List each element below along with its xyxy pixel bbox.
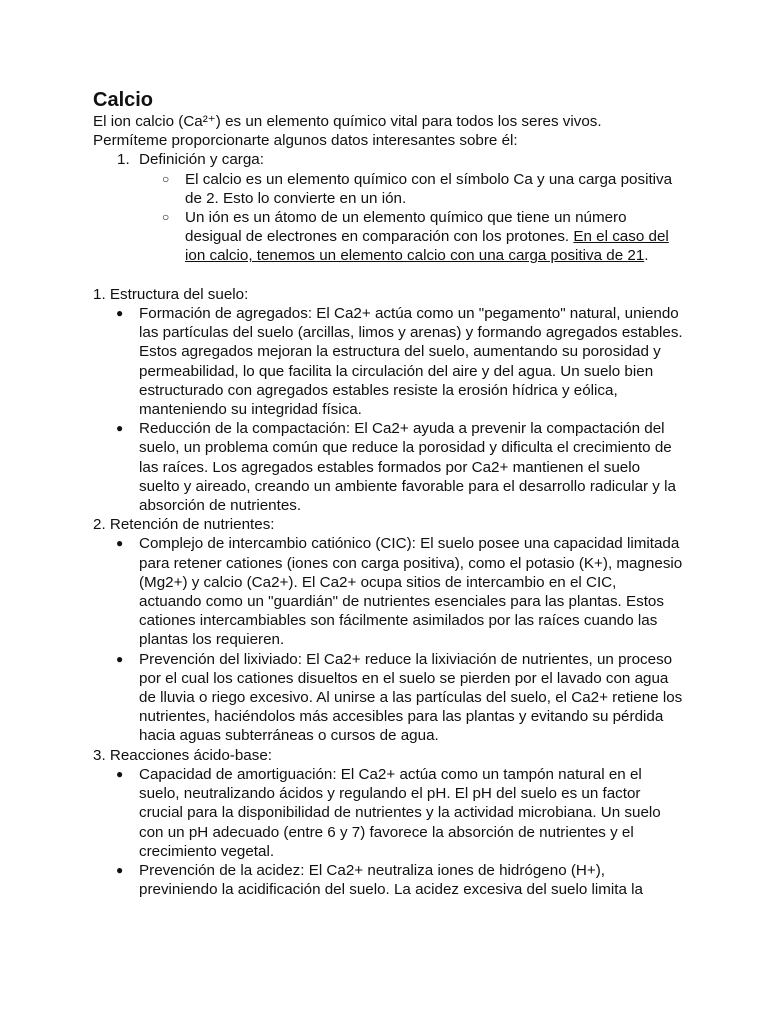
list-item bbox=[93, 419, 683, 515]
definition-label: Definición y carga: bbox=[139, 151, 264, 169]
bullet-text: Complejo de intercambio catiónico (CIC): El suelo posee una capacidad limitada para retener cationes (iones con carga positiva), como el potasio (K+), magnesio (Mg2+) y calcio (Ca2+). El Ca2+ ocupa sitios de intercambio en el CIC, actuando como un "guardián" de nutrientes esenciales para las plantas. Estos cationes intercambiables son fácilmente asimilados por las raíces cuando las plantas los requieren. bbox=[139, 535, 683, 649]
intro-line-1: El ion calcio (Ca²⁺) es un elemento químico vital para todos los seres vivos. bbox=[93, 113, 602, 130]
hollow-circle-bullet-icon: ○ bbox=[162, 171, 170, 186]
hollow-circle-bullet-icon: ○ bbox=[162, 210, 170, 225]
blank-line bbox=[93, 266, 683, 285]
bullet-text: Capacidad de amortiguación: El Ca2+ actúa como un tampón natural en el suelo, neutralizando ácidos y regulando el pH. El pH del suelo es un factor crucial para la disponibilidad de nutrientes y la actividad microbiana. Un suelo con un pH adecuado (entre 6 y 7) favorece la absorción de nutrientes y el crecimiento vegetal. bbox=[139, 765, 661, 860]
section-3-bullets bbox=[93, 765, 683, 899]
list-item bbox=[93, 650, 683, 746]
list-item bbox=[93, 304, 683, 419]
definition-text-1: El calcio es un elemento químico con el símbolo Ca y una carga positiva de 2. Esto lo convierte en un ión. bbox=[185, 170, 673, 207]
definition-number: 1. bbox=[117, 151, 130, 169]
page-title: Calcio bbox=[93, 89, 154, 111]
list-item bbox=[93, 534, 683, 649]
filled-circle-bullet-icon: ● bbox=[116, 536, 124, 551]
list-item bbox=[93, 208, 683, 266]
bullet-text: Reducción de la compactación: El Ca2+ ayuda a prevenir la compactación del suelo, un problema común que reduce la porosidad y dificulta el crecimiento de las raíces. Los agregados estables formados por Ca2+ mantienen el suelo suelto y aireado, creando un ambiente favorable para el desarrollo radicular y la absorción de nutrientes. bbox=[139, 420, 676, 515]
filled-circle-bullet-icon: ● bbox=[116, 862, 124, 877]
section-2-bullets bbox=[93, 534, 683, 745]
definition-text-2: Un ión es un átomo de un elemento químico que tiene un número desigual de electrones en comparación con los protones. bbox=[185, 209, 627, 246]
filled-circle-bullet-icon: ● bbox=[116, 306, 124, 321]
section-heading-soil-structure: 1. Estructura del suelo: bbox=[93, 285, 249, 303]
bullet-text: Prevención de la acidez: El Ca2+ neutraliza iones de hidrógeno (H+), previniendo la acidificación del suelo. La acidez excesiva del suelo limita la bbox=[139, 861, 644, 899]
filled-circle-bullet-icon: ● bbox=[116, 421, 124, 436]
filled-circle-bullet-icon: ● bbox=[116, 651, 124, 666]
list-item bbox=[93, 765, 683, 861]
section-heading-nutrient-retention: 2. Retención de nutrientes: bbox=[93, 516, 275, 534]
list-item bbox=[93, 170, 683, 208]
definition-item bbox=[93, 150, 683, 169]
intro-line-2: Permíteme proporcionarte algunos datos interesantes sobre él: bbox=[93, 132, 518, 150]
definition-tail: . bbox=[644, 247, 649, 265]
bullet-text: Prevención del lixiviado: El Ca2+ reduce la lixiviación de nutrientes, un proceso por el cual los cationes disueltos en el suelo se pierden por el lavado con agua de lluvia o riego excesivo. Al unirse a las partículas del suelo, el Ca2+ retiene los nutrientes, haciéndolos más accesibles para las plantas y evitando su pérdida hacia aguas subterráneas o cursos de agua. bbox=[139, 650, 683, 745]
underlined-text: En el caso del ion calcio, tenemos un elemento calcio con una carga positiva de 21 bbox=[185, 228, 669, 265]
bullet-text: Formación de agregados: El Ca2+ actúa como un "pegamento" natural, uniendo las partículas del suelo (arcillas, limos y arenas) y formando agregados estables. Estos agregados mejoran la estructura del suelo, aumentando su porosidad y permeabilidad, lo que facilita la circulación del aire y del agua. Un suelo bien estructurado con agregados estables resiste la erosión hídrica y eólica, manteniendo su integridad física. bbox=[139, 305, 683, 419]
section-1-bullets bbox=[93, 304, 683, 515]
section-heading-acid-base: 3. Reacciones ácido-base: bbox=[93, 746, 272, 764]
filled-circle-bullet-icon: ● bbox=[116, 766, 124, 781]
document-body bbox=[93, 88, 683, 899]
list-item bbox=[93, 861, 683, 899]
definition-sublist bbox=[93, 170, 683, 266]
